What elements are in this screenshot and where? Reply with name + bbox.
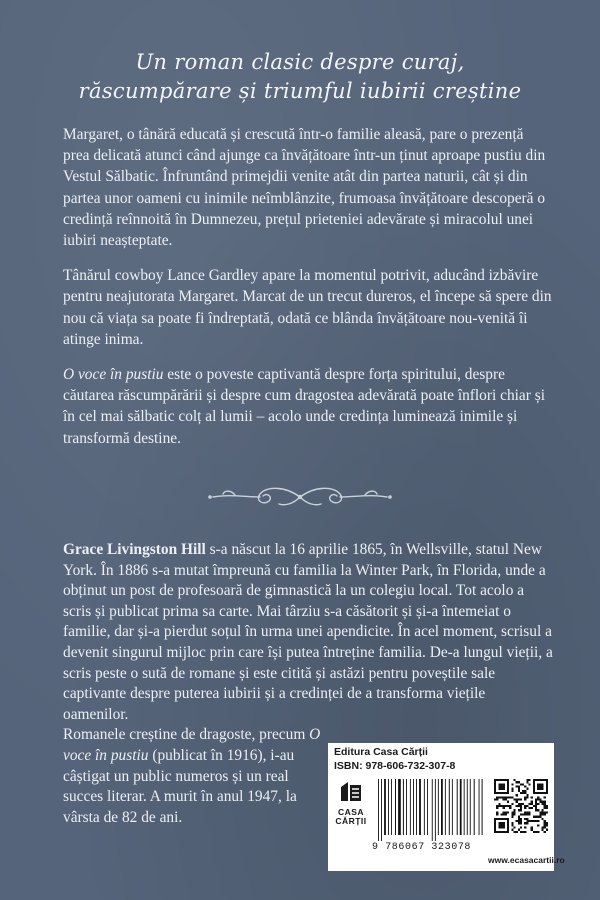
qr-module [537,803,539,805]
qr-module [516,801,518,803]
qr-module [537,783,543,789]
qr-module [535,820,537,822]
isbn-barcode [378,779,484,841]
qr-module [542,803,544,805]
author-bio-text: s-a născut la 16 aprilie 1865, în Wellsville, statul New York. În 1886 s-a mutat împreună cu familia la Winter Park, în Florida, unde a obținut un post de profesoară de gimnastică la un colegiu local. Tot acolo a scris și publicat prima sa carte. Mai târziu s-a căsătorit și și-a întemeiat o familie, dar și-a pierdut soțul în urma unei apendicite. În acel moment, scrisul a devenit singurul mijloc prin care își putea întreține familia. De-a lungul vieții, a scris peste o sută de romane și este citită și astăzi pentru poveștile sale captivante despre puterea iubirii și a credinței de a transforma viețile oamenilor. [63,541,553,723]
author-bio-text-3: (publicat în 1916), i-au câștigat un public numeros și un real succes literar. A murit în anul 1947, la vârsta de 82 de ani. [63,746,297,826]
qr-module [526,814,528,816]
qr-module [546,829,548,831]
qr-module [496,796,498,798]
qr-module [516,798,518,800]
qr-module [520,807,522,809]
publisher-logo-top: CASA [337,807,365,817]
qr-module [511,788,513,790]
qr-module [500,796,502,798]
qr-module [513,827,515,829]
qr-module [524,798,526,800]
qr-module [535,805,537,807]
qr-module [513,798,515,800]
barcode-bar [479,779,480,835]
qr-module [542,811,544,813]
qr-module [500,805,502,807]
qr-module [520,831,522,833]
qr-module [533,831,535,833]
barcode-bar [424,779,425,835]
qr-module [511,824,513,826]
qr-module [526,788,528,790]
barcode-bar [419,779,421,835]
qr-module [522,814,524,816]
qr-module [544,831,546,833]
qr-module [531,807,533,809]
publisher-logo-bottom: CĂRȚII [335,816,367,826]
qr-module [520,805,522,807]
qr-module [518,829,520,831]
qr-module [496,807,498,809]
qr-module [513,809,515,811]
qr-module [522,831,524,833]
qr-module [531,829,533,831]
qr-module [526,822,528,824]
barcode-bar [460,779,462,835]
qr-module [524,807,526,809]
qr-module [529,814,531,816]
qr-module [518,818,520,820]
qr-module [529,779,531,781]
qr-module [505,811,507,813]
qr-module [518,785,520,787]
qr-module [537,816,539,818]
qr-module [537,820,539,822]
qr-module [518,781,520,783]
isbn-label: ISBN: 978-606-732-307-8 [334,760,456,772]
tagline-line-2: răscumpărare și triumful iubirii creștine [78,79,522,103]
qr-module [544,824,546,826]
qr-module [524,785,526,787]
barcode-bar [464,779,465,835]
book-title: O voce în pustiu [63,366,164,384]
qr-module [511,796,513,798]
book-title-ref: O voce în pustiu [63,726,321,764]
qr-module [518,809,520,811]
author-name: Grace Livingston Hill [63,541,206,558]
qr-module [511,790,513,792]
barcode-bar [432,779,433,841]
qr-module [520,814,522,816]
qr-module [511,814,513,816]
barcode-bar [413,779,414,835]
qr-module [518,820,520,822]
qr-module [511,803,513,805]
qr-module [518,805,520,807]
qr-module [544,801,546,803]
barcode-bar [482,779,483,835]
barcode-bar [457,779,458,835]
qr-module [542,814,544,816]
qr-module [496,814,498,816]
qr-module [518,803,520,805]
qr-module [531,796,533,798]
barcode-bar [391,779,392,835]
qr-module [520,822,522,824]
barcode-bar [452,779,453,835]
qr-module [518,822,520,824]
barcode-bar [470,779,471,835]
barcode-bar [395,779,396,835]
qr-module [520,827,522,829]
qr-module [516,820,518,822]
qr-module [526,794,528,796]
qr-module [542,809,544,811]
qr-module [505,805,507,807]
qr-module [524,827,526,829]
qr-module [507,801,509,803]
qr-module [529,811,531,813]
qr-module [503,798,505,800]
barcode-bar [416,779,417,835]
qr-module [505,796,507,798]
barcode-bar [467,779,468,835]
qr-module [546,805,548,807]
qr-module [537,831,539,833]
qr-module [544,820,546,822]
author-bio-continued [63,725,325,828]
qr-module [542,818,544,820]
qr-module [496,798,498,800]
qr-module [509,805,511,807]
qr-module [539,816,541,818]
qr-module [520,792,522,794]
qr-module [513,811,515,813]
barcode-bar [410,779,411,835]
qr-module [535,807,537,809]
qr-module [511,829,513,831]
qr-module [518,788,520,790]
qr-module [544,805,546,807]
blurb-paragraph-1: Margaret, o tânără educată și crescută într-o familie aleasă, pare o prezență prea delicată atunci când ajunge ca învățătoare într-un ținut aproape pustiu din Vestul Sălbatic. Înfruntând primejdii venite atât din partea naturii, cât și din partea unor oameni cu inimile neîmblânzite, frumoasa învățătoare descoperă o credință reînnoită în Dumnezeu, prețul prieteniei adevărate și miracolul unei iubiri neașteptate. [63,126,546,250]
qr-module [513,779,515,781]
barcode-bar [435,779,436,841]
qr-module [535,831,537,833]
qr-module [535,798,537,800]
qr-module [524,814,526,816]
qr-module [522,792,524,794]
qr-module [509,807,511,809]
qr-module [546,811,548,813]
qr-module [520,783,522,785]
qr-module [498,796,500,798]
barcode-bar [406,779,407,835]
qr-module [516,794,518,796]
blurb-paragraph-3 [63,364,553,449]
qr-module [546,807,548,809]
qr-module [522,783,524,785]
barcode-bar [388,779,389,835]
qr-module [505,798,507,800]
qr-module [524,796,526,798]
qr-module [503,807,505,809]
barcode-bar [378,779,379,841]
qr-module [524,831,526,833]
qr-module [546,824,548,826]
qr-module [518,816,520,818]
blurb-paragraph-2: Tânărul cowboy Lance Gardley apare la momentul potrivit, aducând izbăvire pentru neajutorata Margaret. Marcat de un trecut dureros, el începe să spere din nou că viața sa poate fi îndreptată, odată ce blânda învățătoare nou-venită îi atinge inima. [63,267,552,348]
author-bio-text-2: Romanele creștine de dragoste, precum [63,726,310,744]
barcode-digits: 9 786067 323078 [372,842,472,853]
qr-module [535,801,537,803]
qr-module [533,820,535,822]
blurb-paragraph-3-text: este o poveste captivantă despre forța spiritului, despre căutarea răscumpărării și despre cum dragostea adevărată poate înflori chiar și în cel mai sălbatic colț al lumii – acolo unde credința luminează inimile și transformă destine. [63,366,546,447]
author-bio-paragraph [63,540,553,725]
qr-module [520,798,522,800]
qr-module [498,783,504,789]
qr-module [531,803,533,805]
qr-module [516,831,518,833]
qr-module [526,805,528,807]
qr-module [544,796,546,798]
flourish-ornament-icon [205,482,395,512]
qr-code [494,779,548,833]
qr-module [529,783,531,785]
barcode-bar [384,779,386,835]
qr-module [505,814,507,816]
qr-module [537,796,539,798]
qr-module [535,816,537,818]
qr-module [533,816,535,818]
qr-module [524,792,526,794]
qr-module [511,816,513,818]
qr-module [509,796,511,798]
qr-module [511,822,513,824]
qr-module [539,811,541,813]
publisher-name: Editura Casa Cărții [334,746,428,758]
qr-module [500,814,502,816]
qr-module [539,801,541,803]
qr-module [498,805,500,807]
barcode-bar [381,779,382,841]
qr-module [535,809,537,811]
barcode-bar [441,779,443,835]
qr-module [518,798,520,800]
tagline-line-1: Un roman clasic despre curaj, [135,50,465,74]
qr-module [544,822,546,824]
qr-module [524,818,526,820]
qr-module [520,809,522,811]
qr-module [537,824,539,826]
qr-module [513,814,515,816]
qr-module [503,805,505,807]
qr-module [524,790,526,792]
qr-module [520,803,522,805]
qr-module [526,779,528,781]
qr-module [503,796,505,798]
qr-module [539,798,541,800]
barcode-bar [403,779,404,835]
barcode-bar [438,779,439,835]
qr-module [511,811,513,813]
qr-module [503,811,505,813]
qr-module [522,803,524,805]
publisher-logo-icon [339,781,363,803]
qr-module [544,811,546,813]
qr-module [498,803,500,805]
qr-module [529,820,531,822]
barcode-bar [427,779,428,835]
qr-module [503,814,505,816]
qr-module [526,820,528,822]
qr-module [539,814,541,816]
qr-module [496,805,498,807]
qr-module [537,798,539,800]
qr-module [516,805,518,807]
qr-module [516,781,518,783]
qr-module [533,805,535,807]
qr-module [498,822,504,828]
barcode-bar [445,779,446,835]
qr-module [494,798,496,800]
qr-module [520,818,522,820]
barcode-panel [328,743,565,871]
qr-module [513,831,515,833]
qr-module [531,827,533,829]
qr-module [520,820,522,822]
qr-module [544,814,546,816]
qr-module [542,801,544,803]
qr-module [507,805,509,807]
qr-module [511,783,513,785]
qr-module [524,822,526,824]
qr-module [535,803,537,805]
qr-module [544,827,546,829]
qr-module [529,807,531,809]
qr-module [496,811,498,813]
qr-module [524,811,526,813]
qr-module [546,822,548,824]
blurb [63,124,553,463]
barcode-bar [474,779,475,835]
tagline [40,48,560,106]
qr-module [522,790,524,792]
qr-module [507,811,509,813]
publisher-url: www.ecasacartii.ro [488,855,565,865]
qr-module [526,796,528,798]
qr-module [516,785,518,787]
qr-module [518,790,520,792]
qr-module [542,827,544,829]
qr-module [524,805,526,807]
qr-module [526,811,528,813]
qr-module [529,803,531,805]
qr-module [526,818,528,820]
qr-module [542,829,544,831]
qr-module [531,801,533,803]
qr-module [537,809,539,811]
publisher-logo [334,781,368,841]
qr-module [544,803,546,805]
barcode-bar [398,779,401,835]
qr-module [531,820,533,822]
barcode-bar [449,779,450,835]
qr-module [507,796,509,798]
qr-module [544,807,546,809]
qr-module [526,781,528,783]
